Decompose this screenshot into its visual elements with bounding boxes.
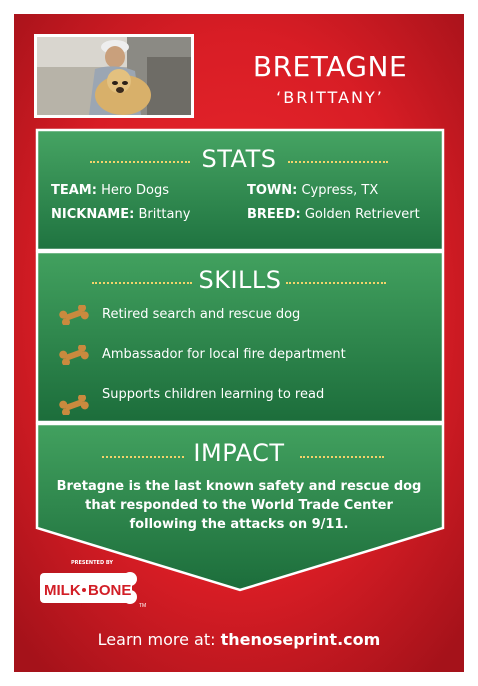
learn-more-prefix: Learn more at: (97, 630, 221, 649)
logo-bone: BONE (88, 582, 132, 599)
divider-dots (286, 282, 386, 284)
learn-more-footer (0, 630, 478, 649)
dog-name: BRETAGNE (252, 50, 408, 83)
stat-value: Golden Retrievert (304, 207, 420, 222)
stat-label: NICKNAME: (51, 207, 135, 222)
dog-bone-icon (58, 305, 90, 325)
logo-tm: TM (139, 603, 146, 609)
skills-title: SKILLS (198, 266, 282, 294)
stat-team (51, 183, 169, 198)
stat-value: Brittany (138, 207, 191, 222)
skill-item: Retired search and rescue dog (102, 307, 301, 322)
logo-milk: MILK (44, 582, 81, 599)
dog-bone-icon (58, 345, 90, 365)
stat-breed (247, 207, 420, 222)
dog-nickname: ‘BRITTANY’ (276, 88, 384, 107)
milk-bone-logo (38, 567, 146, 609)
stat-nickname (51, 207, 190, 222)
impact-description (56, 477, 422, 534)
divider-dots (288, 161, 388, 163)
impact-title: IMPACT (193, 439, 285, 467)
dog-and-handler-photo (34, 34, 194, 118)
skill-item: Ambassador for local fire department (102, 347, 346, 362)
stat-label: BREED: (247, 207, 301, 222)
skill-item: Supports children learning to read (102, 387, 325, 402)
impact-line: Bretagne is the last known safety and rescue dog (56, 479, 422, 494)
presented-by-label: PRESENTED BY (70, 560, 113, 566)
stat-value: Cypress, TX (301, 183, 379, 198)
stat-value: Hero Dogs (101, 183, 170, 198)
stat-town (247, 183, 378, 198)
impact-line: following the attacks on 9/11. (129, 517, 349, 532)
stat-label: TOWN: (247, 183, 298, 198)
stats-title: STATS (201, 145, 277, 173)
impact-line: that responded to the World Trade Center (85, 498, 393, 513)
stat-label: TEAM: (51, 183, 97, 198)
dog-bone-icon (58, 395, 90, 415)
website-link[interactable]: thenoseprint.com (220, 630, 381, 649)
divider-dots (300, 456, 384, 458)
